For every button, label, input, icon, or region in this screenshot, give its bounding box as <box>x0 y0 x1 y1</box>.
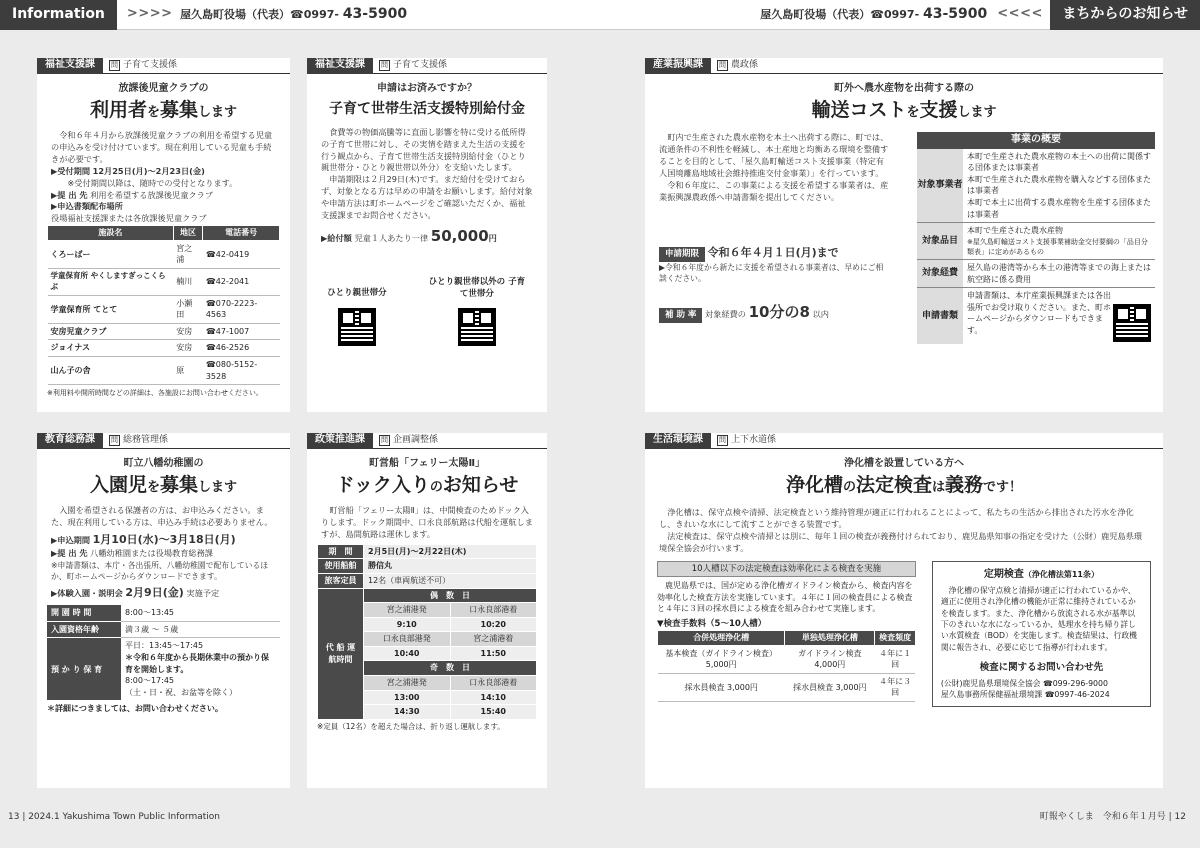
ferry-table: 期 間 2月5日(月)～2月22日(木) 使用船舶 勝信丸 旅客定員 12名（車両航送不可） 代 船 運航時間 偶 数 日 宮之浦港発 口永良部港着 9:10 10:20 口永良部港発 宮之浦港着 10:40 11:50 奇 数 日 宮之浦港発 口永良部港着 13:00 14:10 14:30 15:40 <box>317 544 537 720</box>
dept-label: 生活環境課 <box>645 433 711 449</box>
section-label: 問 総務管理係 <box>111 434 169 445</box>
qr-code-icon[interactable] <box>338 308 376 346</box>
right-header <box>600 0 1200 30</box>
briefing-date: 2月9日(金) <box>125 586 184 600</box>
pre-title: 町外へ農水産物を出荷する際の <box>834 83 974 94</box>
body-text: 令和６年度に、この事業による支援を希望する事業者は、産業振興課農政係へ申請書類を提出してください。 <box>659 179 889 202</box>
section-icon: 問 <box>381 60 388 69</box>
table-row: 安房児童クラブ 安房 ☎47-1007 <box>48 323 280 340</box>
section-icon: 問 <box>111 60 118 69</box>
section-icon: 問 <box>719 435 726 444</box>
table-row: 学童保育所 てとて 小瀬田 ☎070-2223-4563 <box>48 295 280 323</box>
qr-code-icon[interactable] <box>1113 304 1151 342</box>
left-arrows: > > > > <box>126 6 171 22</box>
card-septic-tank: 生活環境課 問 上下水道係 浄化槽を設置している方へ 浄化槽の法定検査は義務です！ 浄化槽は、保守点検や清掃、法定検査という維持管理が適正に行われることによって、私たちの生活から排出された汚水を浄化し、きれいな水にして流すことができる装置です。 法定検査は、保守点検や清掃とは別に、毎年１回の検査が義務付けられており、鹿児島県知事の指定を受けた（公財）鹿児島県環境保全協会が行います。 10人槽以下の法定検査は効率化による検査を実施 鹿児島県では、国が定める浄化槽ガイドライン検査から、検査内容を効率化した検査方法を実施しています。４年に１回の検査員による検査と４年に３回の採水員による検査を組み合わせて実施します。 ▼検査手数料（5～10人槽） 合併処理浄化槽 単独処理浄化槽 検査頻度 基本検査（ガイドライン検査）5,000円 ガイドライン検査 4,000円 ４年に１回 採水員検査 3,000円 採水員検査 3,000円 ４年に３回 定期検査（浄化槽法第11条） 浄化槽の保守点検と清掃が適正に行われているかや、適正に使用され浄化槽の機能が正常に維持されているかを検査します。また、浄化槽から放流される水が基準以下のきれいな水になっているか、処理水を持ち帰り詳しい水質検査（BOD）を実施します。検査結果は、行政機関に報告され、必要に応じて指導が行われます。 検査に関するお問い合わせ先 (公財)鹿児島県環境保全協会 ☎099-296-9000 屋久島事務所保健福祉環境課 ☎0997-46-2024 <box>645 433 1163 788</box>
card-kindergarten: 教育総務課 問 総務管理係 町立八幡幼稚園の 入園児を募集します 入園を希望される保護者の方は、お申込みください。また、現在利用している方は、申込み手続は必要ありません。 ▶申込期間 1月10日(水)～3月18日(月) ▶提 出 先 八幡幼稚園または役場教育総務課 ※申請書類は、本庁・各出張所、八幡幼稚園で配布しているほか、町ホームページからダウンロードできます。 ▶体験入園・説明会 2月9日(金) 実施予定 開 園 時 間 8:00～13:45 入園資格年齢 満３歳 ～ ５歳 預 か り 保 育 平日：13:45～17:45 ＊令和６年度から長期休業中の預かり保育を開始します。 8:00～17:45 （土・日・祝、お盆等を除く） ＊詳細につきましては、お問い合わせください。 <box>37 433 290 788</box>
body-text: 申請期限は２月29日(木)です。まだ給付を受けておらず、対象となる方は早めの申請をお願いします。給付対象や申請方法は町ホームページをご確認いただくか、福祉支援課までお問合せください。 <box>321 174 533 221</box>
card-title: 子育て世帯生活支援特別給付金 <box>329 100 525 117</box>
dept-label: 福祉支援課 <box>307 58 373 74</box>
benefit-amount: ▶給付額 児童１人あたり一律 50,000円 <box>321 226 497 245</box>
dept-label: 福祉支援課 <box>37 58 103 74</box>
table-row: 基本検査（ガイドライン検査）5,000円 ガイドライン検査 4,000円 ４年に１回 <box>658 645 916 673</box>
fee-table: 合併処理浄化槽 単独処理浄化槽 検査頻度 基本検査（ガイドライン検査）5,000円 ガイドライン検査 4,000円 ４年に１回 採水員検査 3,000円 採水員検査 3,000円 ４年に３回 <box>657 630 916 702</box>
table-row: 採水員検査 3,000円 採水員検査 3,000円 ４年に３回 <box>658 673 916 701</box>
table-note: ※利用料や開所時間などの詳細は、各施設にお問い合わせください。 <box>47 389 263 398</box>
card-title: 浄化槽の法定検査は義務です！ <box>785 473 1023 496</box>
body-text: 食費等の物価高騰等に直面し影響を特に受ける低所得の子育て世帯に対し、その実情を踏まえた生活の支援を行う観点から、子育て世帯生活支援特別給付金（ひとり親世帯分・ひとり親世帯以外分）を支給いたします。 <box>321 126 526 173</box>
dept-label: 政策推進課 <box>307 433 373 449</box>
body-text: 入園を希望される保護者の方は、お申込みください。また、現在利用している方は、申込み手続は必要ありません。 <box>51 505 273 527</box>
period: 12月25日(月)～2月23日(金) <box>92 165 205 176</box>
card-title: 入園児を募集します <box>89 473 238 496</box>
section-label: 問 農政係 <box>719 59 759 70</box>
pre-title: 町立八幡幼稚園の <box>123 458 204 469</box>
card-child-support-benefit: 福祉支援課 問 子育て支援係 申請はお済みですか？ 子育て世帯生活支援特別給付金 食費等の物価高騰等に直面し影響を特に受ける低所得の子育て世帯に対し、その実情を踏まえた生活の支援を行う観点から、子育て世帯生活支援特別給付金（ひとり親世帯分・ひとり親世帯以外分）を支給いたします。 申請期限は２月29日(木)です。まだ給付を受けておらず、対象となる方は早めの申請をお願いします。給付対象や申請方法は町ホームページをご確認いただくか、福祉支援課までお問合せください。 ▶給付額 児童１人あたり一律 50,000円 ひとり親世帯分 ひとり親世帯以外の 子育て世帯分 <box>307 58 547 412</box>
card-title: ドック入りのお知らせ <box>335 473 519 496</box>
deadline-label: 申請期限 <box>659 247 705 261</box>
dept-label: 教育総務課 <box>37 433 103 449</box>
body-text: 町内で生産された農水産物を本土へ出荷する際に、町では、流通条件の不利性を軽減し、本土産地と均衡ある環境を整備することを目的として、「屋久島町輸送コスト支援事業（特定有人国境離島地域社会維持推進交付金事業）」を行っています。 <box>659 132 889 178</box>
pre-title: 放課後児童クラブの <box>118 83 209 94</box>
qr-code-icon[interactable] <box>458 308 496 346</box>
rate-value: 10分の8 <box>748 303 810 322</box>
card-ferry-dock <box>307 433 547 788</box>
card-title: 利用者を募集します <box>89 98 238 121</box>
right-header-title: まちからのお知らせ <box>1050 0 1200 30</box>
efficiency-heading: 10人槽以下の法定検査は効率化による検査を実施 <box>657 561 916 577</box>
right-arrows: < < < < <box>997 6 1041 22</box>
table-row: 学童保育所 やくしますぎっこくらぶ 楠川 ☎42-2041 <box>48 268 280 295</box>
rate-label: 補 助 率 <box>659 308 702 322</box>
body-text: 法定検査は、保守点検や清掃とは別に、毎年１回の検査が義務付けられており、鹿児島県知事の指定を受けた（公財）鹿児島県環境保全協会が行います。 <box>659 530 1143 553</box>
section-icon: 問 <box>719 60 726 69</box>
table-row: 山ん子の舎 原 ☎080-5152-3528 <box>48 357 280 385</box>
body-text: 浄化槽は、保守点検や清掃、法定検査という維持管理が適正に行われることによって、私たちの生活から排出された汚水を浄化し、きれいな水にして流すことができる装置です。 <box>659 507 1134 529</box>
footer-right: 町報やくしま 令和６年１月号 | 12 <box>1039 812 1186 823</box>
pre-title: 町営船「フェリー太陽Ⅱ」 <box>368 458 486 469</box>
section-icon: 問 <box>381 435 388 444</box>
card-transport-cost: 産業振興課 問 農政係 町外へ農水産物を出荷する際の 輸送コストを支援します 町内で生産された農水産物を本土へ出荷する際に、町では、流通条件の不利性を軽減し、本土産地と均衡ある環境を整備することを目的として、「屋久島町輸送コスト支援事業（特定有人国境離島地域社会維持推進交付金事業）」を行っています。 令和６年度に、この事業による支援を希望する事業者は、産業振興課農政係へ申請書類を提出してください。 申請期限 令和６年４月１日(月)まで ▶令和６年度から新たに支援を希望される事業者は、早めにご相談ください。 補 助 率 対象経費の 10分の8 以内 事業の概要 対象事業者 本町で生産された農水産物の本土への出荷に関係する団体または事業者 本町で生産された農水産物を購入などする団体または事業者 本町で本土に出荷する農水産物を生産する団体または事業者 対象品目 本町で生産された農水産物 ※屋久島町輸送コスト支援事業補助金交付要綱の「品目分類表」に定めがあるもの 対象経費 屋久島の港湾等から本土の港湾等までの海上または航空路に係る費用 申請書類 申請書類は、本庁産業振興課または各出張所でお受け取りください。また、町ホームページからダウンロードもできます。 <box>645 58 1163 412</box>
section-label: 問 企画調整係 <box>381 434 439 445</box>
left-header-title: Information <box>0 0 117 30</box>
info-table: 開 園 時 間 8:00～13:45 入園資格年齢 満３歳 ～ ５歳 預 か り 保 育 平日：13:45～17:45 ＊令和６年度から長期休業中の預かり保育を開始します。 8:00～17:45 （土・日・祝、お盆等を除く） <box>47 605 280 700</box>
section-label: 問 子育て支援係 <box>381 59 448 70</box>
pre-title: 浄化槽を設置している方へ <box>844 458 964 469</box>
section-label: 問 子育て支援係 <box>111 59 178 70</box>
card-after-school-club: 福祉支援課 問 子育て支援係 放課後児童クラブの 利用者を募集します 令和６年４月から放課後児童クラブの利用を希望する児童の申込みを受け付けています。現在利用している児童も手続きが必要です。 ▶受付期間 12月25日(月)～2月23日(金) ※受付期間以降は、随時での受付となります。 ▶提 出 先 利用を希望する放課後児童クラブ ▶申込書類配布場所 役場福祉支援課または各放課後児童クラブ 施設名 地区 電話番号 くろーばー 宮之浦 ☎42-0419 学童保育所 やくしますぎっこくらぶ 楠川 ☎42-2041 学童保育所 てとて 小瀬田 ☎070-2223-4563 安房児童クラブ 安房 ☎47-1007 ジョイナス 安房 ☎46-2526 山ん子の舎 原 ☎080-5152-3528 ※利用料や開所時間などの詳細は、各施設にお問い合わせください。 <box>37 58 290 412</box>
footer-left: 13 | 2024.1 Yakushima Town Public Information <box>8 812 221 823</box>
card-title: 輸送コストを支援します <box>811 98 997 121</box>
table-row: くろーばー 宮之浦 ☎42-0419 <box>48 240 280 268</box>
right-phone: 屋久島町役場（代表）☎0997- 43-5900 <box>760 6 988 23</box>
left-header <box>0 0 600 30</box>
left-phone: 屋久島町役場（代表）☎0997- 43-5900 <box>180 6 408 23</box>
body-text: 令和６年４月から放課後児童クラブの利用を希望する児童の申込みを受け付けています。現在利用している児童も手続きが必要です。 <box>51 130 273 164</box>
section-icon: 問 <box>111 435 118 444</box>
body-text: 町営船「フェリー太陽Ⅱ」は、中間検査のためドック入りします。ドック期間中、口永良部航路は代船を運航しますが、島間航路は運休します。 <box>321 505 533 539</box>
note: ※定員（12名）を超えた場合は、折り返し運航します。 <box>317 721 505 731</box>
table-row: ジョイナス 安房 ☎46-2526 <box>48 340 280 357</box>
overview-table: 事業の概要 対象事業者 本町で生産された農水産物の本土への出荷に関係する団体または事業者 本町で生産された農水産物を購入などする団体または事業者 本町で本土に出荷する農水産物を生産する団体または事業者 対象品目 本町で生産された農水産物 ※屋久島町輸送コスト支援事業補助金交付要綱の「品目分類表」に定めがあるもの 対象経費 屋久島の港湾等から本土の港湾等までの海上または航空路に係る費用 申請書類 申請書類は、本庁産業振興課または各出張所でお受け取りください。また、町ホームページからダウンロードもできます。 <box>917 132 1155 344</box>
deadline: 令和６年４月１日(月)まで <box>707 246 839 260</box>
pre-title: 申請はお済みですか？ <box>377 83 477 94</box>
dept-label: 産業振興課 <box>645 58 711 74</box>
regular-inspection-box: 定期検査（浄化槽法第11条） 浄化槽の保守点検と清掃が適正に行われているかや、適正に使用され浄化槽の機能が正常に維持されているかを検査します。また、浄化槽から放流される水が基準以下のきれいな水になっているか、処理水を持ち帰り詳しい水質検査（BOD）を実施します。検査結果は、行政機関に報告され、必要に応じて指導が行われます。 検査に関するお問い合わせ先 (公財)鹿児島県環境保全協会 ☎099-296-9000 屋久島事務所保健福祉環境課 ☎0997-46-2024 <box>932 561 1151 708</box>
note: ＊詳細につきましては、お問い合わせください。 <box>47 704 223 714</box>
period: 1月10日(水)～3月18日(月) <box>92 532 236 546</box>
section-label: 問 上下水道係 <box>719 434 777 445</box>
facility-table: 施設名 地区 電話番号 くろーばー 宮之浦 ☎42-0419 学童保育所 やくしますぎっこくらぶ 楠川 ☎42-2041 学童保育所 てとて 小瀬田 ☎070-2223-4563 安房児童クラブ 安房 ☎47-1007 ジョイナス 安房 ☎46-2526 山ん子の舎 原 ☎080-5152-3528 <box>47 225 280 385</box>
